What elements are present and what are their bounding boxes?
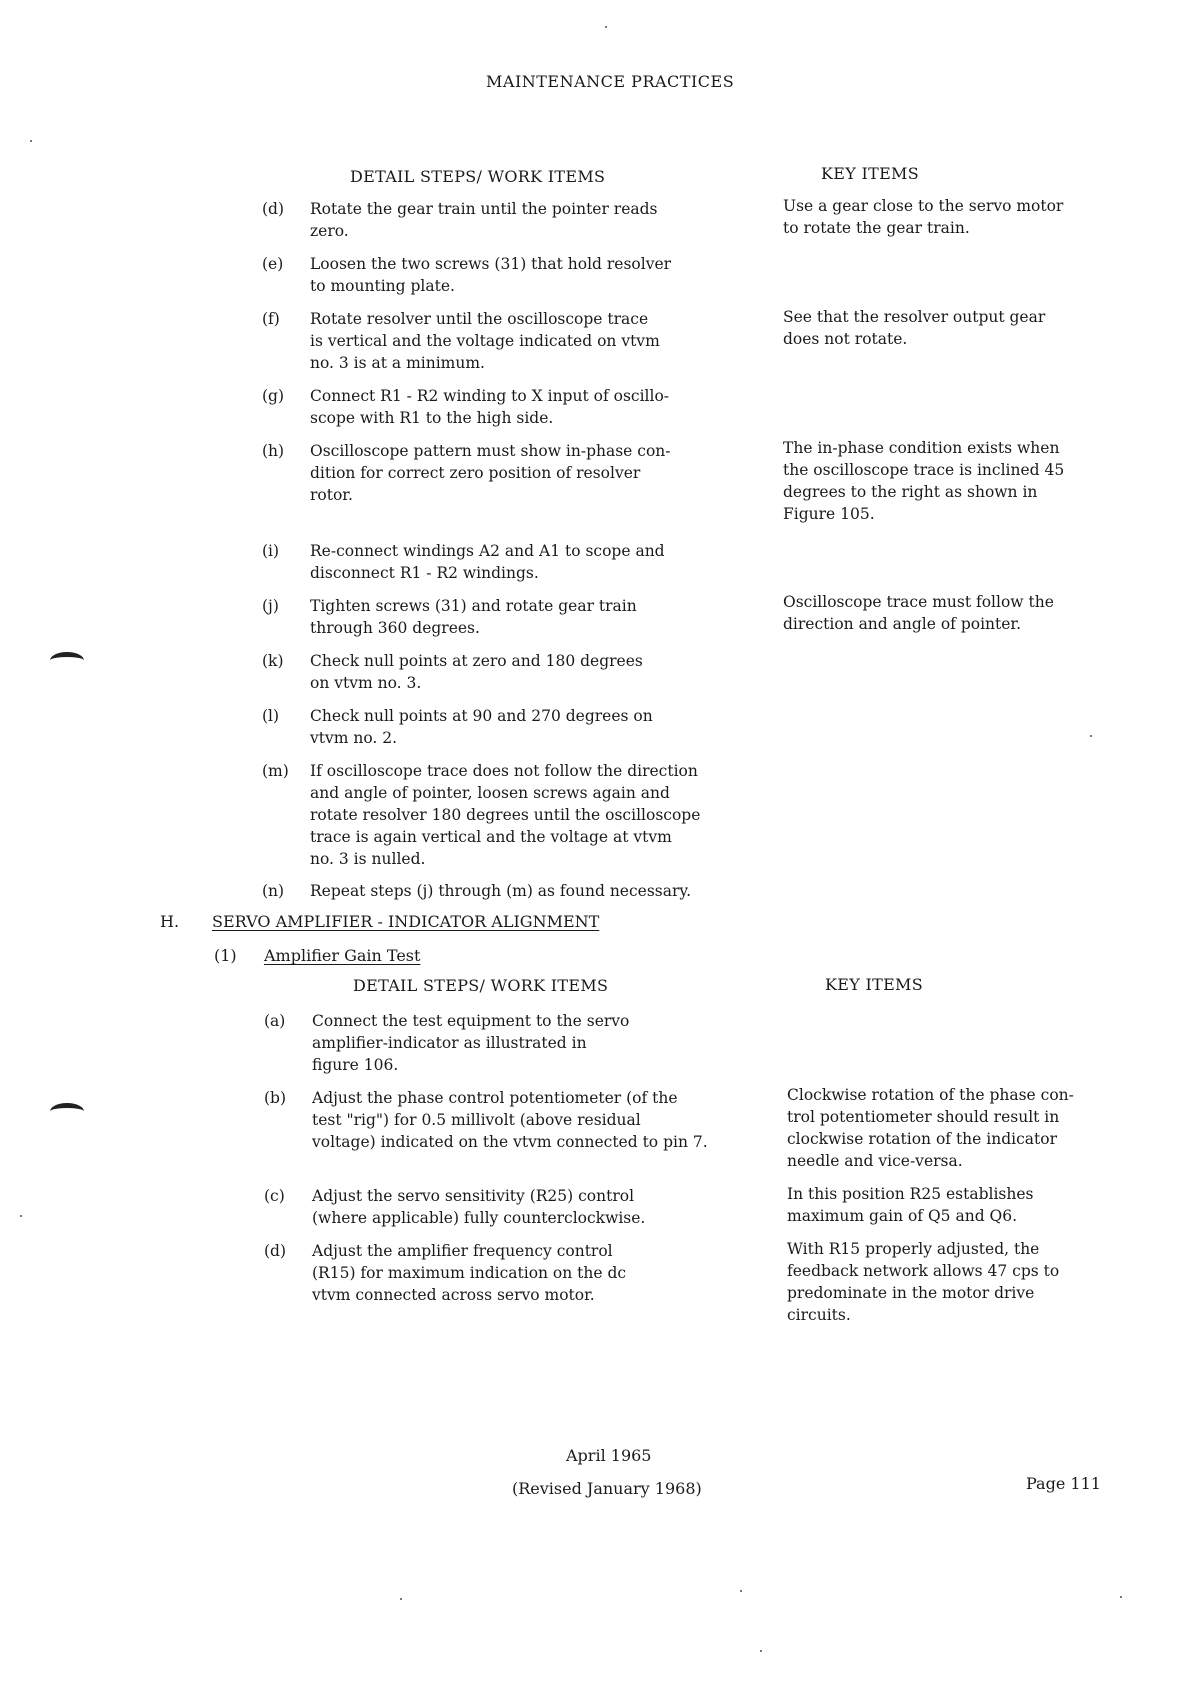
step-text: Repeat steps (j) through (m) as found necessary. (310, 882, 692, 900)
key-item-r15: With R15 properly adjusted, the feedback network allows 47 cps to predominate in the motor drive circuits. (787, 1240, 1060, 1324)
subsection-label: (1) (214, 946, 237, 965)
step-label: (n) (262, 882, 285, 900)
step-text: Adjust the servo sensitivity (R25) control (where applicable) fully counterclockwise. (312, 1187, 646, 1227)
scan-speck (20, 1215, 22, 1217)
step-text: Adjust the amplifier frequency control (R15) for maximum indication on the dc vtvm connected across servo motor. (312, 1242, 627, 1304)
step-label: (d) (264, 1242, 287, 1260)
step-text: Adjust the phase control potentiometer (of the test "rig") for 0.5 millivolt (above residual voltage) indicated on the vtvm connected to pin 7. (312, 1089, 708, 1151)
step-text: Tighten screws (31) and rotate gear train through 360 degrees. (310, 597, 637, 637)
key-item-trace-follow: Oscilloscope trace must follow the direction and angle of pointer. (783, 593, 1054, 633)
step-text: Rotate resolver until the oscilloscope trace is vertical and the voltage indicated on vtvm no. 3 is at a minimum. (310, 310, 660, 372)
step-text: If oscilloscope trace does not follow the direction and angle of pointer, loosen screws again and rotate resolver 180 degrees until the oscilloscope trace is again vertical and the voltage at vtvm no. 3 is nulled. (310, 762, 701, 868)
step-label: (g) (262, 387, 285, 405)
key-items-heading-2: KEY ITEMS (825, 975, 923, 994)
footer-page-number: Page 111 (1026, 1474, 1101, 1493)
step-text: Loosen the two screws (31) that hold resolver to mounting plate. (310, 255, 672, 295)
key-item-r25: In this position R25 establishes maximum gain of Q5 and Q6. (787, 1185, 1034, 1225)
scan-speck (30, 140, 32, 142)
step-label: (b) (264, 1089, 287, 1107)
step-label: (i) (262, 542, 280, 560)
footer-revised: (Revised January 1968) (512, 1479, 702, 1498)
detail-steps-heading: DETAIL STEPS/ WORK ITEMS (350, 167, 606, 186)
step-text: Connect R1 - R2 winding to X input of oscillo- scope with R1 to the high side. (310, 387, 670, 427)
key-items-heading: KEY ITEMS (821, 164, 919, 183)
scan-speck (1090, 735, 1092, 737)
step-label: (j) (262, 597, 279, 615)
scan-speck (760, 1650, 762, 1652)
key-item-in-phase: The in-phase condition exists when the oscilloscope trace is inclined 45 degrees to the right as shown in Figure 105. (783, 439, 1065, 523)
detail-steps-heading-2: DETAIL STEPS/ WORK ITEMS (353, 976, 609, 995)
footer-date: April 1965 (566, 1446, 652, 1465)
subsection-title: Amplifier Gain Test (264, 946, 421, 965)
step-label: (l) (262, 707, 280, 725)
step-label: (k) (262, 652, 284, 670)
scan-speck (740, 1590, 742, 1592)
step-text: Oscilloscope pattern must show in-phase con- dition for correct zero position of resolver rotor. (310, 442, 671, 504)
step-label: (a) (264, 1012, 286, 1030)
step-text: Check null points at 90 and 270 degrees on vtvm no. 2. (310, 707, 653, 747)
step-label: (e) (262, 255, 284, 273)
scan-speck (605, 26, 607, 28)
key-item-phase-rotation: Clockwise rotation of the phase con- trol potentiometer should result in clockwise rotation of the indicator needle and vice-versa. (787, 1086, 1074, 1170)
step-text: Check null points at zero and 180 degrees on vtvm no. 3. (310, 652, 643, 692)
section-label: H. (160, 912, 180, 931)
step-text: Connect the test equipment to the servo amplifier-indicator as illustrated in figure 106. (312, 1012, 630, 1074)
page-header-title: MAINTENANCE PRACTICES (486, 72, 735, 91)
step-label: (h) (262, 442, 285, 460)
step-text: Rotate the gear train until the pointer reads zero. (310, 200, 658, 240)
step-label: (d) (262, 200, 285, 218)
revision-mark (50, 652, 84, 669)
step-label: (m) (262, 762, 289, 780)
section-title: SERVO AMPLIFIER - INDICATOR ALIGNMENT (212, 912, 600, 931)
revision-mark (50, 1103, 84, 1120)
scan-speck (1120, 1596, 1122, 1598)
step-text: Re-connect windings A2 and A1 to scope and disconnect R1 - R2 windings. (310, 542, 665, 582)
step-label: (c) (264, 1187, 285, 1205)
scan-speck (400, 1598, 402, 1600)
step-label: (f) (262, 310, 280, 328)
key-item-output-gear: See that the resolver output gear does not rotate. (783, 308, 1046, 348)
key-item-gear: Use a gear close to the servo motor to rotate the gear train. (783, 197, 1064, 237)
